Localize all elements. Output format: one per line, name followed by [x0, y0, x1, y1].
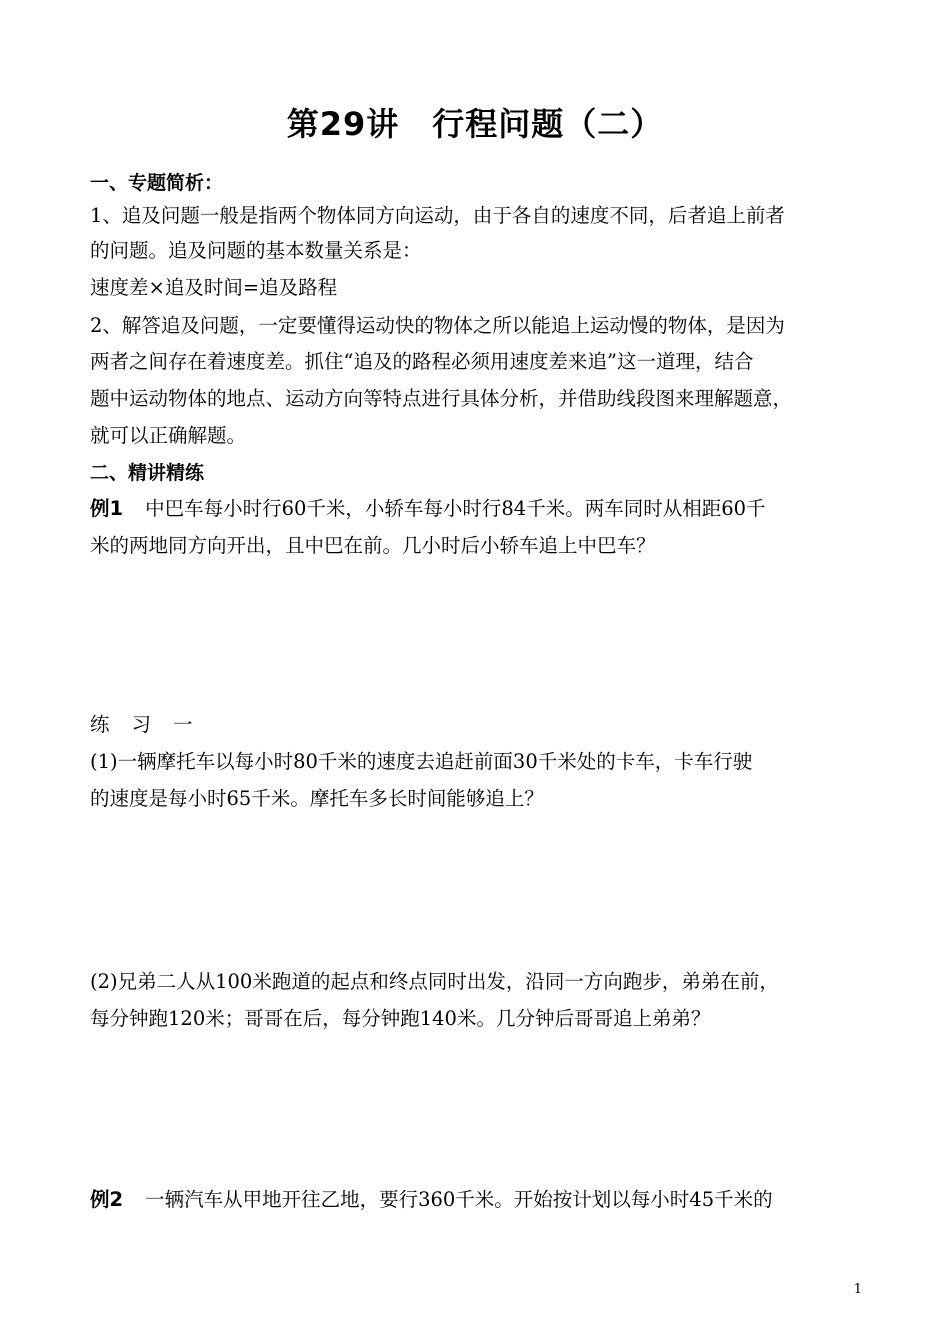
practice-1-q1-line-1: (1)一辆摩托车以每小时80千米的速度去追赶前面30千米处的卡车，卡车行驶	[90, 750, 753, 773]
example-1-text: 中巴车每小时行60千米，小轿车每小时行84千米。两车同时从相距60千	[145, 497, 766, 520]
overview-line-4: 2、解答追及问题，一定要懂得运动快的物体之所以能追上运动慢的物体，是因为	[90, 314, 785, 337]
practice-1-q2-line-1: (2)兄弟二人从100米跑道的起点和终点同时出发，沿同一方向跑步，弟弟在前，	[90, 970, 779, 993]
overview-line-2: 的问题。追及问题的基本数量关系是：	[90, 239, 422, 262]
practice-1-q2-line-2: 每分钟跑120米；哥哥在后，每分钟跑140米。几分钟后哥哥追上弟弟？	[90, 1007, 711, 1030]
overview-line-7: 就可以正确解题。	[90, 424, 247, 447]
page-number: 1	[853, 1282, 862, 1297]
overview-line-6: 题中运动物体的地点、运动方向等特点进行具体分析，并借助线段图来理解题意，	[90, 387, 793, 410]
example-1-line-2: 米的两地同方向开出，且中巴在前。几小时后小轿车追上中巴车？	[90, 534, 656, 557]
example-2-label: 例2	[90, 1188, 124, 1211]
example-2-text: 一辆汽车从甲地开往乙地，要行360千米。开始按计划以每小时45千米的	[145, 1188, 773, 1211]
practice-1-label: 练习一	[90, 713, 215, 736]
page-title: 第29讲 行程问题（二）	[286, 105, 664, 143]
overview-line-5: 两者之间存在着速度差。抓住“追及的路程必须用速度差来追”这一道理，结合	[90, 350, 754, 373]
example-1-line-1	[90, 494, 870, 524]
example-1-label: 例1	[90, 497, 124, 520]
overview-line-3: 速度差×追及时间=追及路程	[90, 276, 338, 299]
overview-line-1: 1、追及问题一般是指两个物体同方向运动，由于各自的速度不同，后者追上前者	[90, 204, 785, 227]
section-heading-practice: 二、精讲精练	[90, 462, 205, 484]
example-2-line-1	[90, 1185, 870, 1215]
practice-1-q1-line-2: 的速度是每小时65千米。摩托车多长时间能够追上？	[90, 787, 544, 810]
section-heading-overview: 一、专题简析：	[90, 172, 224, 194]
